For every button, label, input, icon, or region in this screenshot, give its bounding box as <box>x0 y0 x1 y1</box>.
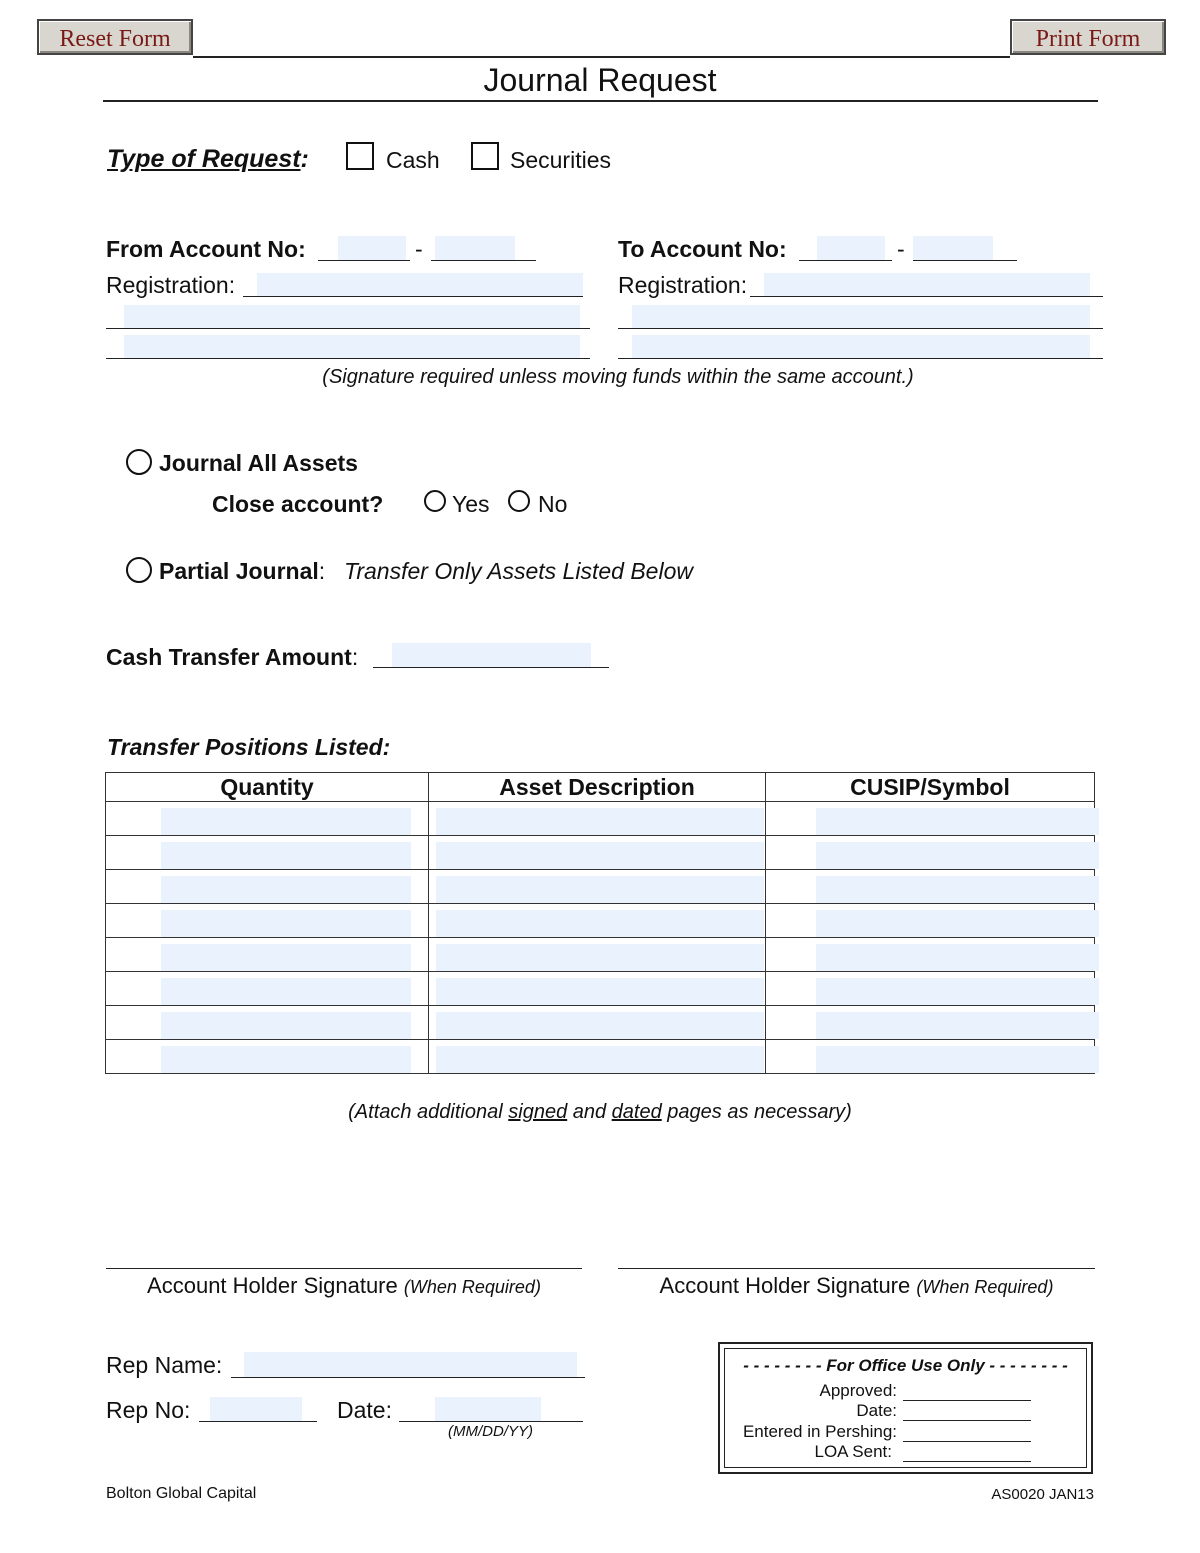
from-account-label: From Account No: <box>106 236 306 262</box>
to-registration-label: Registration: <box>618 272 748 298</box>
date-format-hint: (MM/DD/YY) <box>448 1423 533 1440</box>
table-cell <box>429 870 766 904</box>
cusip-symbol-input[interactable] <box>816 1046 1099 1073</box>
loa-sent-label: LOA Sent: <box>814 1442 892 1461</box>
cash-transfer-amount-input[interactable] <box>373 643 609 668</box>
to-account-dash: - <box>897 236 905 262</box>
asset-description-input[interactable] <box>436 910 764 937</box>
table-cell <box>429 938 766 972</box>
table-row <box>106 1006 1095 1040</box>
title-rule <box>103 100 1098 102</box>
table-cell <box>766 904 1095 938</box>
from-account-part1-input[interactable] <box>318 236 410 261</box>
cusip-symbol-input[interactable] <box>816 808 1099 835</box>
table-cell <box>766 1040 1095 1074</box>
cusip-symbol-input[interactable] <box>816 842 1099 869</box>
table-row <box>106 938 1095 972</box>
table-row <box>106 870 1095 904</box>
quantity-input[interactable] <box>161 1012 411 1039</box>
table-cell <box>429 1040 766 1074</box>
positions-table <box>105 772 1095 1074</box>
to-account-part1-input[interactable] <box>799 236 892 261</box>
quantity-input[interactable] <box>161 910 411 937</box>
office-use-box <box>718 1342 1093 1474</box>
partial-journal-label: Partial Journal: <box>159 558 326 584</box>
rep-name-label: Rep Name: <box>106 1352 223 1378</box>
to-registration-line2-input[interactable] <box>618 305 1103 329</box>
close-account-yes-label: Yes <box>452 491 490 517</box>
signature-label-1: Account Holder Signature (When Required) <box>147 1273 541 1298</box>
securities-checkbox[interactable] <box>471 142 499 170</box>
entered-in-pershing-line[interactable] <box>903 1441 1031 1442</box>
asset-description-input[interactable] <box>436 808 764 835</box>
from-registration-line3-input[interactable] <box>106 335 590 359</box>
journal-all-assets-radio[interactable] <box>126 449 152 475</box>
table-cell <box>766 938 1095 972</box>
close-account-no-radio[interactable] <box>508 490 530 512</box>
from-registration-line2-input[interactable] <box>106 305 590 329</box>
asset-description-input[interactable] <box>436 1012 764 1039</box>
cusip-symbol-input[interactable] <box>816 910 1099 937</box>
table-cell <box>106 938 429 972</box>
table-cell <box>429 836 766 870</box>
quantity-input[interactable] <box>161 876 411 903</box>
positions-heading: Transfer Positions Listed: <box>107 734 391 760</box>
partial-journal-radio[interactable] <box>126 557 152 583</box>
asset-description-input[interactable] <box>436 1046 764 1073</box>
close-account-label: Close account? <box>212 491 384 517</box>
table-row <box>106 972 1095 1006</box>
footer-form-code: AS0020 JAN13 <box>991 1486 1094 1503</box>
table-cell <box>106 836 429 870</box>
cusip-symbol-input[interactable] <box>816 876 1099 903</box>
rep-name-input[interactable] <box>231 1352 585 1378</box>
asset-description-input[interactable] <box>436 944 764 971</box>
to-account-part2-input[interactable] <box>913 236 1017 261</box>
table-row <box>106 1040 1095 1074</box>
signature-line-2[interactable] <box>618 1268 1095 1269</box>
signature-label-2: Account Holder Signature (When Required) <box>659 1273 1054 1298</box>
to-registration-line3-input[interactable] <box>618 335 1103 359</box>
rep-date-label: Date: <box>337 1397 392 1423</box>
quantity-input[interactable] <box>161 1046 411 1073</box>
partial-journal-desc: Transfer Only Assets Listed Below <box>344 558 693 584</box>
to-registration-line1-input[interactable] <box>750 273 1103 297</box>
quantity-input[interactable] <box>161 842 411 869</box>
rep-date-input[interactable] <box>399 1397 583 1422</box>
office-date-label: Date: <box>856 1401 897 1420</box>
cusip-symbol-input[interactable] <box>816 978 1099 1005</box>
approved-line[interactable] <box>903 1400 1031 1401</box>
column-header-quantity: Quantity <box>106 773 429 802</box>
table-row <box>106 904 1095 938</box>
table-cell <box>766 870 1095 904</box>
type-of-request-label: Type of Request: <box>107 145 309 173</box>
rep-no-label: Rep No: <box>106 1397 191 1423</box>
securities-label: Securities <box>510 147 611 173</box>
cusip-symbol-input[interactable] <box>816 1012 1099 1039</box>
asset-description-input[interactable] <box>436 842 764 869</box>
table-cell <box>429 972 766 1006</box>
signature-note: (Signature required unless moving funds within the same account.) <box>322 366 914 388</box>
journal-all-assets-label: Journal All Assets <box>159 450 358 476</box>
loa-sent-line[interactable] <box>903 1461 1031 1462</box>
from-registration-label: Registration: <box>106 272 236 298</box>
from-registration-line1-input[interactable] <box>243 273 583 297</box>
asset-description-input[interactable] <box>436 978 764 1005</box>
quantity-input[interactable] <box>161 978 411 1005</box>
table-cell <box>766 972 1095 1006</box>
entered-in-pershing-label: Entered in Pershing: <box>742 1422 897 1441</box>
to-account-label: To Account No: <box>618 236 787 262</box>
quantity-input[interactable] <box>161 808 411 835</box>
cash-label: Cash <box>386 147 440 173</box>
table-cell <box>429 802 766 836</box>
office-date-line[interactable] <box>903 1420 1031 1421</box>
page-title: Journal Request <box>483 62 717 98</box>
table-cell <box>106 972 429 1006</box>
table-cell <box>766 802 1095 836</box>
rep-no-input[interactable] <box>199 1397 317 1422</box>
table-cell <box>429 1006 766 1040</box>
footer-company: Bolton Global Capital <box>106 1485 257 1502</box>
column-header-asset-description: Asset Description <box>429 773 766 802</box>
close-account-yes-radio[interactable] <box>424 490 446 512</box>
reset-form-button[interactable]: Reset Form <box>37 19 193 55</box>
cash-checkbox[interactable] <box>346 142 374 170</box>
table-row <box>106 802 1095 836</box>
from-account-dash: - <box>415 236 423 262</box>
approved-label: Approved: <box>819 1381 897 1400</box>
print-form-button[interactable]: Print Form <box>1010 19 1166 55</box>
attach-note: (Attach additional signed and dated pages as necessary) <box>348 1101 852 1123</box>
cusip-symbol-input[interactable] <box>816 944 1099 971</box>
table-cell <box>106 1040 429 1074</box>
table-cell <box>766 836 1095 870</box>
table-cell <box>106 870 429 904</box>
table-cell <box>766 1006 1095 1040</box>
table-row <box>106 836 1095 870</box>
quantity-input[interactable] <box>161 944 411 971</box>
asset-description-input[interactable] <box>436 876 764 903</box>
office-use-header: - - - - - - - - For Office Use Only - - - - - - - - <box>743 1356 1068 1375</box>
table-cell <box>429 904 766 938</box>
top-rule <box>193 56 1010 58</box>
cash-transfer-label: Cash Transfer Amount: <box>106 644 359 670</box>
table-cell <box>106 1006 429 1040</box>
column-header-cusip-symbol: CUSIP/Symbol <box>766 773 1095 802</box>
signature-line-1[interactable] <box>106 1268 582 1269</box>
close-account-no-label: No <box>538 491 568 517</box>
table-cell <box>106 802 429 836</box>
from-account-part2-input[interactable] <box>431 236 536 261</box>
table-cell <box>106 904 429 938</box>
